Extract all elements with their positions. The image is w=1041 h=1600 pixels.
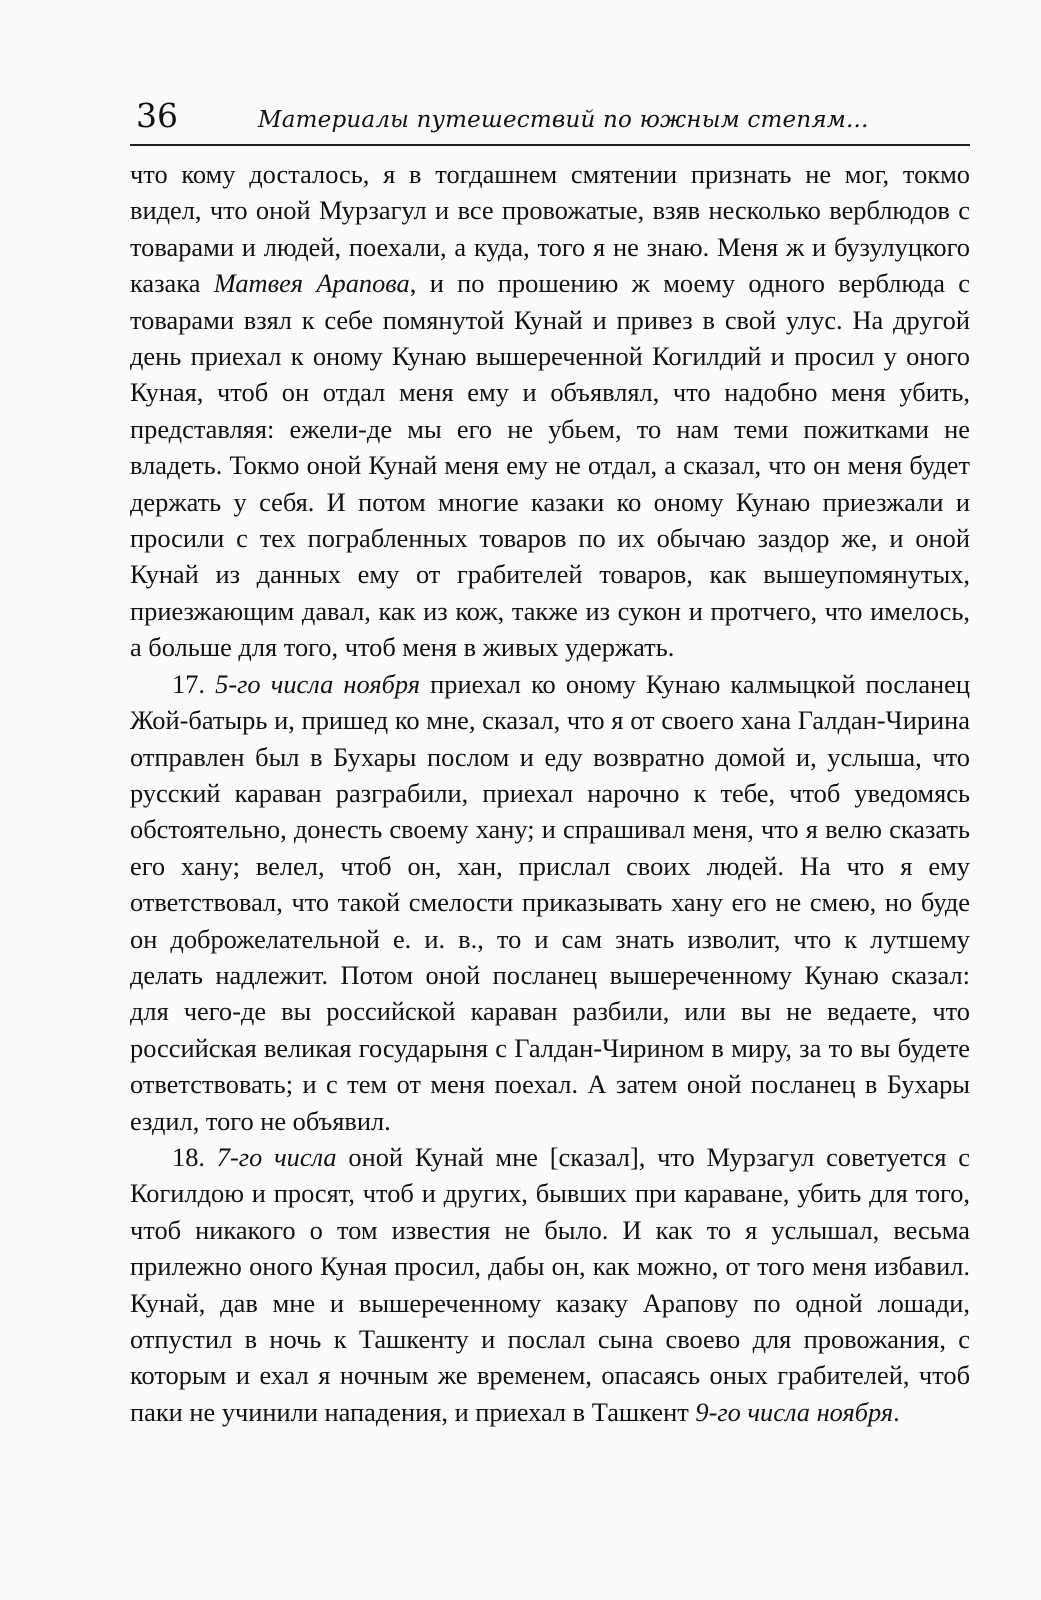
text-run: оной Кунай мне [сказал], что Мурзагул советуется с Когилдою и просят, чтоб и других, бывших при караване, убить для того, чтоб никакого о том известия не было. И как то я услышал, весьма прилежно оного Куная просил, дабы он, как можно, от того меня избавил. Кунай, дав мне и вышереченному казаку Арапову по одной лошади, отпустил в ночь к Ташкенту и послал сына своево для провожания, с которым и ехал я ночным же временем, опасаясь оных грабителей, чтоб паки не учинили нападения, и приехал в Ташкент xyxy=(130,1141,970,1427)
running-head xyxy=(130,96,970,146)
paragraph-number: 18. xyxy=(172,1141,217,1172)
italic-date: 7-го числа xyxy=(216,1141,337,1172)
page-number: 36 xyxy=(136,96,178,135)
body-text xyxy=(130,156,970,1430)
text-run: . xyxy=(893,1396,900,1427)
paragraph-1 xyxy=(130,156,970,666)
italic-date: 9-го числа ноября xyxy=(695,1396,894,1427)
paragraph-17 xyxy=(130,666,970,1139)
paragraph-number: 17. xyxy=(172,668,216,699)
paragraph-18 xyxy=(130,1139,970,1430)
text-run: , и по прошению ж моему одного верблюда с товарами взял к себе помянутой Кунай и привез в свой улус. На другой день приехал к оному Кунаю вышереченной Когилдий и просил у оного Куная, чтоб он отдал меня ему и объявлял, что надобно меня убить, представляя: ежели-де мы его не убьем, то нам теми пожитками не владеть. Токмо оной Кунай меня ему не отдал, а сказал, что он меня будет держать у себя. И потом многие казаки ко оному Кунаю приезжали и просили с тех пограбленных товаров по их обычаю заздор же, и оной Кунай из данных ему от грабителей товаров, как вышеупомянутых, приезжающим давал, как из кож, также из сукон и протчего, что имелось, а больше для того, чтоб меня в живых удержать. xyxy=(130,268,970,663)
book-page xyxy=(130,96,970,1430)
text-run: что кому досталось, я в тогдашнем смятении признать не мог, токмо видел, что оной Мурзагул и все провожатые, взяв несколько верблюдов с товарами и людей, поехали, а куда, того я не знаю. Меня ж и бузулуцкого казака xyxy=(130,159,970,299)
italic-date: 5-го числа ноября xyxy=(215,668,421,699)
italic-name: Матвея Арапова xyxy=(213,268,410,299)
text-run: приехал ко оному Кунаю калмыцкой посланец Жой-батырь и, пришед ко мне, сказал, что я от своего хана Галдан-Чирина отправлен был в Бухары послом и еду возвратно домой и, услыша, что русский караван разграбили, приехал нарочно к тебе, чтоб уведомясь обстоятельно, донесть своему хану; и спрашивал меня, что я велю сказать его хану; велел, чтоб он, хан, прислал своих людей. На что я ему ответствовал, что такой смелости приказывать хану его не смею, но буде он доброжелательной е. и. в., то и сам знать изволит, что к лутшему делать надлежит. Потом оной посланец вышереченному Кунаю сказал: для чего-де вы российской караван разбили, или вы не ведаете, что российская великая государыня с Галдан-Чирином в миру, за то вы будете ответствовать; и с тем от меня поехал. А затем оной посланец в Бухары ездил, того не объявил. xyxy=(130,668,970,1136)
running-title: Материалы путешествий по южным степям... xyxy=(258,107,869,133)
